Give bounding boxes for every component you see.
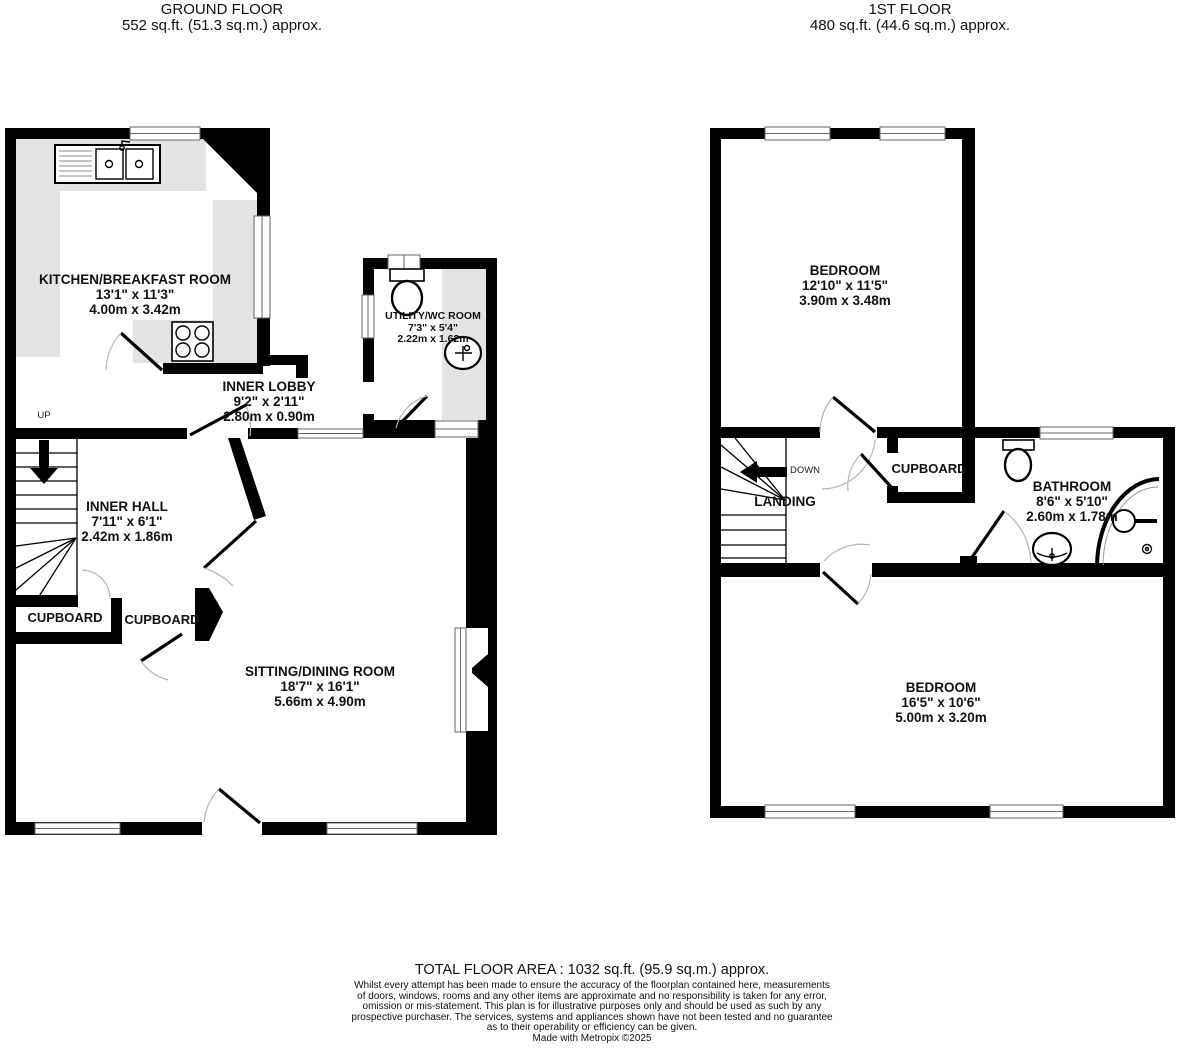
room-label-lobby: INNER LOBBY 9'2" x 2'11" 2.80m x 0.90m bbox=[222, 379, 316, 424]
up-label: UP bbox=[37, 410, 51, 421]
total-floor-area: TOTAL FLOOR AREA : 1032 sq.ft. (95.9 sq.m.) approx. bbox=[414, 962, 770, 978]
room-label-bedroom1: BEDROOM 12'10" x 11'5" 3.90m x 3.48m bbox=[799, 263, 891, 308]
bathroom-basin-icon bbox=[1033, 533, 1071, 565]
cupboard-label-1: CUPBOARD bbox=[27, 610, 103, 625]
room-label-landing: LANDING bbox=[754, 494, 816, 509]
room-label-utility: UTILITY/WC ROOM 7'3" x 5'4" 2.22m x 1.62m bbox=[385, 310, 481, 345]
staircase-up bbox=[16, 438, 77, 598]
room-label-hall: INNER HALL 7'11" x 6'1" 2.42m x 1.86m bbox=[81, 499, 173, 544]
bathroom-toilet-icon bbox=[1003, 440, 1034, 481]
kitchen-sink-icon bbox=[55, 141, 160, 183]
ground-floor-title: GROUND FLOOR 552 sq.ft. (51.3 sq.m.) approx. bbox=[121, 1, 323, 34]
window bbox=[35, 127, 478, 834]
cupboard-label-3: CUPBOARD bbox=[891, 461, 967, 476]
stairs-down-arrow-icon bbox=[740, 461, 787, 483]
kitchen-hob-icon bbox=[172, 322, 213, 361]
room-label-bedroom2: BEDROOM 16'5" x 10'6" 5.00m x 3.20m bbox=[895, 680, 987, 725]
cupboard-label-2: CUPBOARD bbox=[124, 612, 200, 627]
room-label-sitting: SITTING/DINING ROOM 18'7" x 16'1" 5.66m x 4.90m bbox=[245, 664, 395, 709]
room-label-bathroom: BATHROOM 8'6" x 5'10" 2.60m x 1.78m bbox=[1026, 479, 1118, 524]
disclaimer: Whilst every attempt has been made to ensure the accuracy of the floorplan contained here, measurements of doors, windows, rooms and any other items are approximate and no responsibility is taken for any error, omission or mis-statement. This plan is for illustrative purposes only and should be used as such by any prospective purchaser. The services, systems and appliances shown have not been tested and no guarantee as to their operability or efficiency can be given. Made with Metropix ©2025 bbox=[351, 980, 833, 1044]
first-floor-title: 1ST FLOOR 480 sq.ft. (44.6 sq.m.) approx. bbox=[809, 1, 1011, 34]
down-label: DOWN bbox=[789, 465, 821, 476]
utility-toilet-icon bbox=[390, 269, 424, 315]
ground-floor-plan bbox=[5, 127, 497, 835]
stairs-up-arrow-icon bbox=[30, 440, 58, 484]
room-label-kitchen: KITCHEN/BREAKFAST ROOM 13'1" x 11'3" 4.00m x 3.42m bbox=[39, 272, 231, 317]
